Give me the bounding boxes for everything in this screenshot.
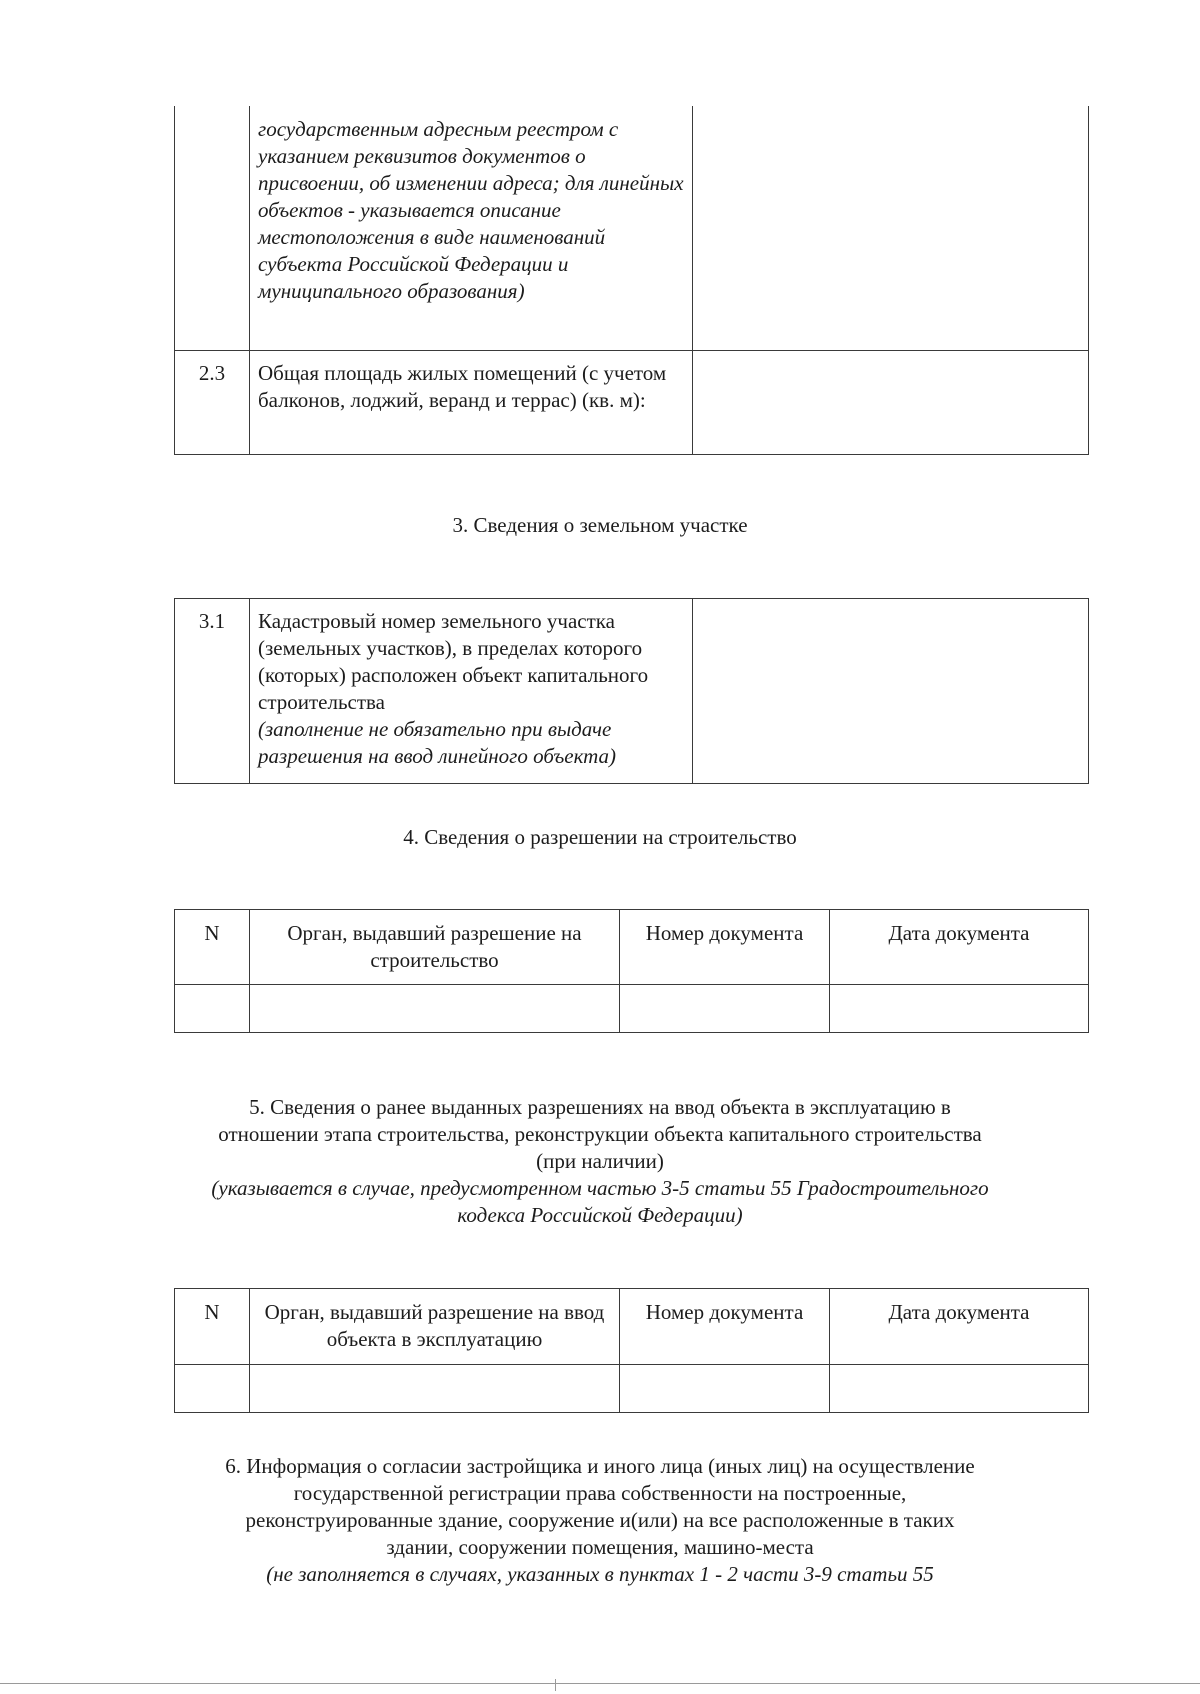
section-6-title-line: 6. Информация о согласии застройщика и иного лица (иных лиц) на осуществление — [225, 1454, 975, 1478]
row-value-cell — [693, 599, 1089, 784]
row-3-1-note: (заполнение не обязательно при выдаче разрешения на ввод линейного объекта) — [258, 717, 617, 768]
row-description-cell — [250, 106, 693, 350]
table-row — [175, 599, 1089, 784]
section-6-note-line: (не заполняется в случаях, указанных в пунктах 1 - 2 части 3-9 статьи 55 — [266, 1562, 934, 1586]
row-3-1-label: Кадастровый номер земельного участка (земельных участков), в пределах которого (которых) расположен объект капитального строительства — [258, 609, 649, 714]
row-value-cell — [693, 106, 1089, 350]
table-row — [175, 1365, 1089, 1413]
empty-cell — [830, 985, 1089, 1033]
section-5-table — [174, 1288, 1089, 1413]
page-bottom-divider — [0, 1683, 1200, 1684]
section-6-heading — [0, 1453, 1200, 1588]
section-5-title-line: (при наличии) — [536, 1149, 664, 1173]
row-number-cell: 3.1 — [175, 599, 250, 784]
page-bottom-mark — [555, 1679, 556, 1691]
table-row — [175, 985, 1089, 1033]
column-header: Номер документа — [620, 1289, 830, 1365]
row-3-1-content — [250, 599, 692, 776]
row-description-cell — [250, 599, 693, 784]
empty-cell — [620, 1365, 830, 1413]
section-6-title-line: государственной регистрации права собственности на построенные, — [293, 1481, 907, 1505]
section-4-heading: 4. Сведения о разрешении на строительство — [403, 825, 797, 849]
section-5-title-line: 5. Сведения о ранее выданных разрешениях на ввод объекта в эксплуатацию в — [249, 1095, 951, 1119]
section-5-note-line: кодекса Российской Федерации) — [457, 1203, 743, 1227]
section-5-heading — [0, 1094, 1200, 1229]
table-row — [175, 106, 1089, 350]
column-header: Орган, выдавший разрешение на ввод объекта в эксплуатацию — [250, 1289, 620, 1365]
section-3-heading: 3. Сведения о земельном участке — [452, 513, 748, 537]
table-row — [175, 350, 1089, 454]
empty-cell — [175, 1365, 250, 1413]
empty-cell — [175, 985, 250, 1033]
column-header: N — [175, 910, 250, 985]
empty-cell — [250, 985, 620, 1033]
section-4-table — [174, 909, 1089, 1033]
column-header: Дата документа — [830, 910, 1089, 985]
column-header: Дата документа — [830, 1289, 1089, 1365]
row-2-2-continuation-text: государственным адресным реестром с указанием реквизитов документов о присвоении, об изменении адреса; для линейных объектов - указывается описание местоположения в виде наименований субъекта Российской Федерации и муниципального образования) — [258, 117, 684, 303]
section-5-title-line: отношении этапа строительства, реконструкции объекта капитального строительства — [218, 1122, 982, 1146]
row-number-cell: 2.3 — [175, 350, 250, 454]
column-header: Орган, выдавший разрешение на строительство — [250, 910, 620, 985]
section-6-title-line: здании, сооружении помещения, машино-места — [386, 1535, 814, 1559]
section-2-table — [174, 106, 1089, 455]
row-number-cell — [175, 106, 250, 350]
empty-cell — [250, 1365, 620, 1413]
row-description-cell — [250, 350, 693, 454]
section-3-table — [174, 598, 1089, 784]
section-5-note-line: (указывается в случае, предусмотренном частью 3-5 статьи 55 Градостроительного — [211, 1176, 989, 1200]
table-header-row — [175, 910, 1089, 985]
table-header-row — [175, 1289, 1089, 1365]
empty-cell — [830, 1365, 1089, 1413]
column-header: Номер документа — [620, 910, 830, 985]
section-6-title-line: реконструированные здание, сооружение и(или) на все расположенные в таких — [245, 1508, 955, 1532]
column-header: N — [175, 1289, 250, 1365]
empty-cell — [620, 985, 830, 1033]
row-value-cell — [693, 350, 1089, 454]
row-2-3-label: Общая площадь жилых помещений (с учетом балконов, лоджий, веранд и террас) (кв. м): — [258, 360, 667, 412]
